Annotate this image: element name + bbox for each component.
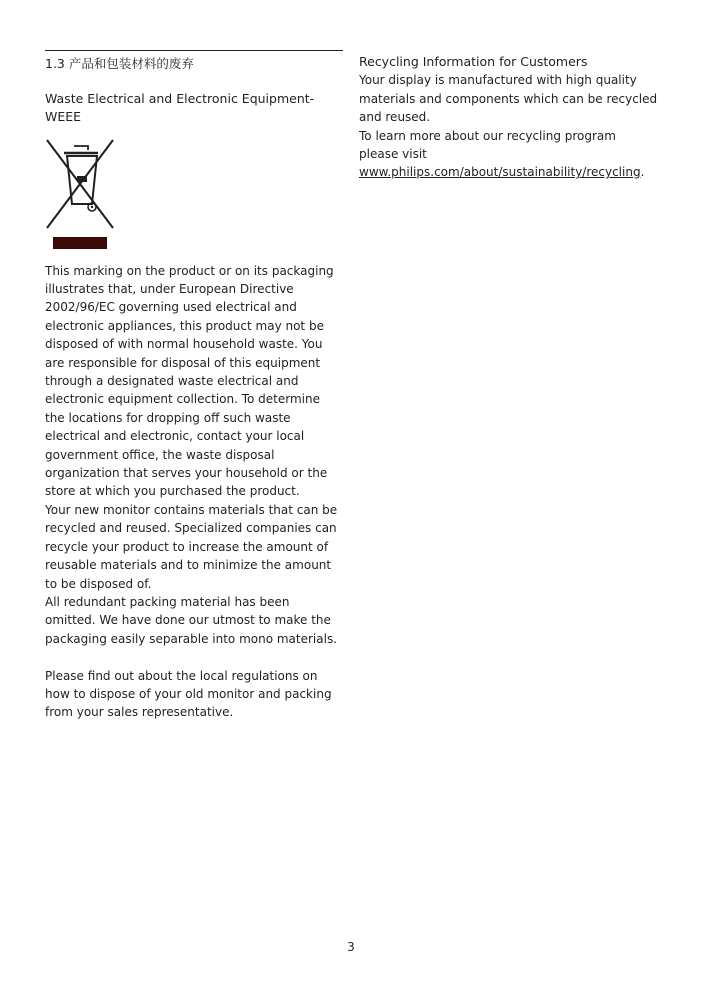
crossed-out-wheelie-bin-icon	[45, 136, 120, 236]
packing-paragraph: All redundant packing material has been omitted. We have done our utmost to make the packaging easily separable into mono materials.	[45, 594, 338, 646]
recycling-link[interactable]: www.philips.com/about/sustainability/recycling	[359, 165, 641, 180]
recycling-program-suffix: .	[640, 165, 645, 180]
recycling-program-prefix: To learn more about our recycling program please visit	[359, 128, 616, 161]
weee-subheading: Waste Electrical and Electronic Equipment-WEEE	[45, 91, 315, 125]
page-number: 3	[347, 940, 355, 954]
marking-paragraph: This marking on the product or on its packaging illustrates that, under European Directive 2002/96/EC governing used electrical and electronic appliances, this product may not be disposed of with normal household waste. You are responsible for disposal of this equipment through a designated waste electrical and electronic equipment collection. To determine the locations for dropping off such waste electrical and electronic, contact your local government office, the waste disposal organization that serves your household or the store at which you purchased the product.	[45, 263, 334, 499]
section-rule	[45, 50, 343, 51]
paragraph-spacer	[45, 648, 343, 666]
regulations-paragraph: Please find out about the local regulations on how to dispose of your old monitor and packing from your sales representative.	[45, 668, 332, 720]
left-body-text	[45, 262, 343, 722]
recycling-text: Your display is manufactured with high quality materials and components which can be recycled and reused.	[359, 73, 658, 125]
recycling-program-text	[359, 127, 659, 182]
materials-paragraph: Your new monitor contains materials that can be recycled and reused. Specialized companies can recycle your product to increase the amount of reusable materials and to minimize the amount to be disposed of.	[45, 502, 338, 591]
weee-solid-bar	[53, 237, 107, 249]
section-title: 1.3 产品和包装材料的废弃	[45, 56, 194, 71]
weee-symbol	[45, 136, 120, 256]
right-column	[359, 50, 659, 182]
left-column	[45, 50, 343, 722]
recycling-heading: Recycling Information for Customers	[359, 54, 588, 69]
